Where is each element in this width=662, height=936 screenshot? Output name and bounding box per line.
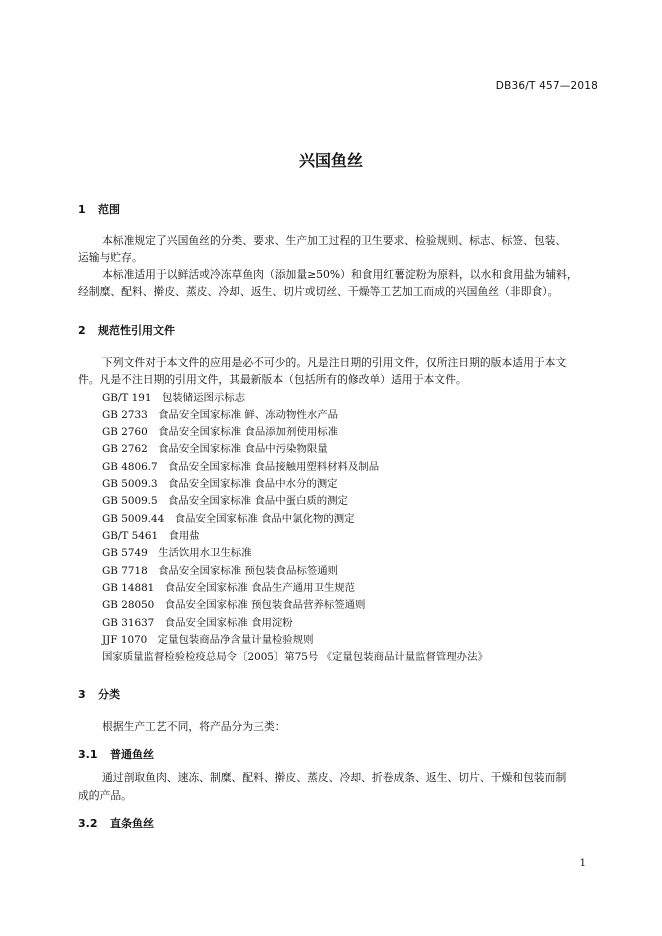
paragraph-line: 通过剖取鱼肉、速冻、制糜、配料、擀皮、蒸皮、冷却、折卷成条、返生、切片、干燥和包装而制: [102, 771, 567, 784]
reference-item: GB/T 191 包装储运图示标志: [102, 392, 246, 404]
reference-item: GB 28050 食品安全国家标准 预包装食品营养标签通则: [102, 599, 366, 611]
section-number: 2: [78, 324, 86, 337]
page-number: 1: [579, 858, 586, 869]
section-number: 1: [78, 203, 86, 216]
paragraph-line: 根据生产工艺不同，将产品分为三类：: [102, 720, 286, 733]
section-3-heading: [78, 686, 120, 702]
reference-item: GB 31637 食品安全国家标准 食用淀粉: [102, 617, 293, 629]
paragraph-line: 下列文件对于本文件的应用是必不可少的。凡是注日期的引用文件，仅所注日期的版本适用于本文: [102, 356, 567, 369]
reference-item: 国家质量监督检验检疫总局令〔2005〕第75号 《定量包装商品计量监督管理办法》: [102, 651, 488, 663]
paragraph-line: 成的产品。: [78, 789, 132, 802]
reference-item: GB 2760 食品安全国家标准 食品添加剂使用标准: [102, 426, 339, 438]
subsection-number: 3.1: [78, 748, 98, 761]
subsection-title: 普通鱼丝: [110, 748, 154, 761]
reference-item: GB 5009.44 食品安全国家标准 食品中氯化物的测定: [102, 513, 355, 525]
subsection-title: 直条鱼丝: [110, 817, 154, 830]
section-title: 范围: [98, 203, 120, 216]
reference-item: GB 14881 食品安全国家标准 食品生产通用卫生规范: [102, 582, 356, 594]
paragraph-line: 本标准规定了兴国鱼丝的分类、要求、生产加工过程的卫生要求、检验规则、标志、标签、包装、: [102, 234, 567, 247]
reference-item: JJF 1070 定量包装商品净含量计量检验规则: [102, 634, 314, 646]
paragraph-line: 运输与贮存。: [78, 251, 143, 264]
reference-item: GB 4806.7 食品安全国家标准 食品接触用塑料材料及制品: [102, 461, 380, 473]
reference-item: GB/T 5461 食用盐: [102, 530, 200, 542]
reference-item: GB 2762 食品安全国家标准 食品中污染物限量: [102, 443, 328, 455]
subsection-number: 3.2: [78, 817, 98, 830]
section-1-heading: [78, 201, 120, 217]
reference-item: GB 7718 食品安全国家标准 预包装食品标签通则: [102, 565, 339, 577]
standard-code: DB36/T 457—2018: [495, 80, 598, 92]
reference-item: GB 2733 食品安全国家标准 鲜、冻动物性水产品: [102, 409, 339, 421]
document-title: 兴国鱼丝: [298, 151, 363, 170]
reference-item: GB 5009.3 食品安全国家标准 食品中水分的测定: [102, 478, 338, 490]
paragraph-line: 本标准适用于以鲜活或冷冻草鱼肉（添加量≥50%）和食用红薯淀粉为原料，以水和食用盐为辅料，: [102, 268, 578, 281]
reference-item: GB 5749 生活饮用水卫生标准: [102, 547, 252, 559]
paragraph-line: 经制糜、配料、擀皮、蒸皮、冷却、返生、切片或切丝、干燥等工艺加工而成的兴国鱼丝（非即食）。: [78, 285, 559, 298]
section-number: 3: [78, 688, 86, 701]
reference-item: GB 5009.5 食品安全国家标准 食品中蛋白质的测定: [102, 495, 348, 507]
section-2-heading: [78, 322, 175, 338]
subsection-3-2-heading: [78, 815, 154, 831]
section-title: 规范性引用文件: [98, 324, 175, 337]
section-title: 分类: [98, 688, 120, 701]
subsection-3-1-heading: [78, 746, 154, 762]
paragraph-line: 件。凡是不注日期的引用文件，其最新版本（包括所有的修改单）适用于本文件。: [78, 373, 467, 386]
